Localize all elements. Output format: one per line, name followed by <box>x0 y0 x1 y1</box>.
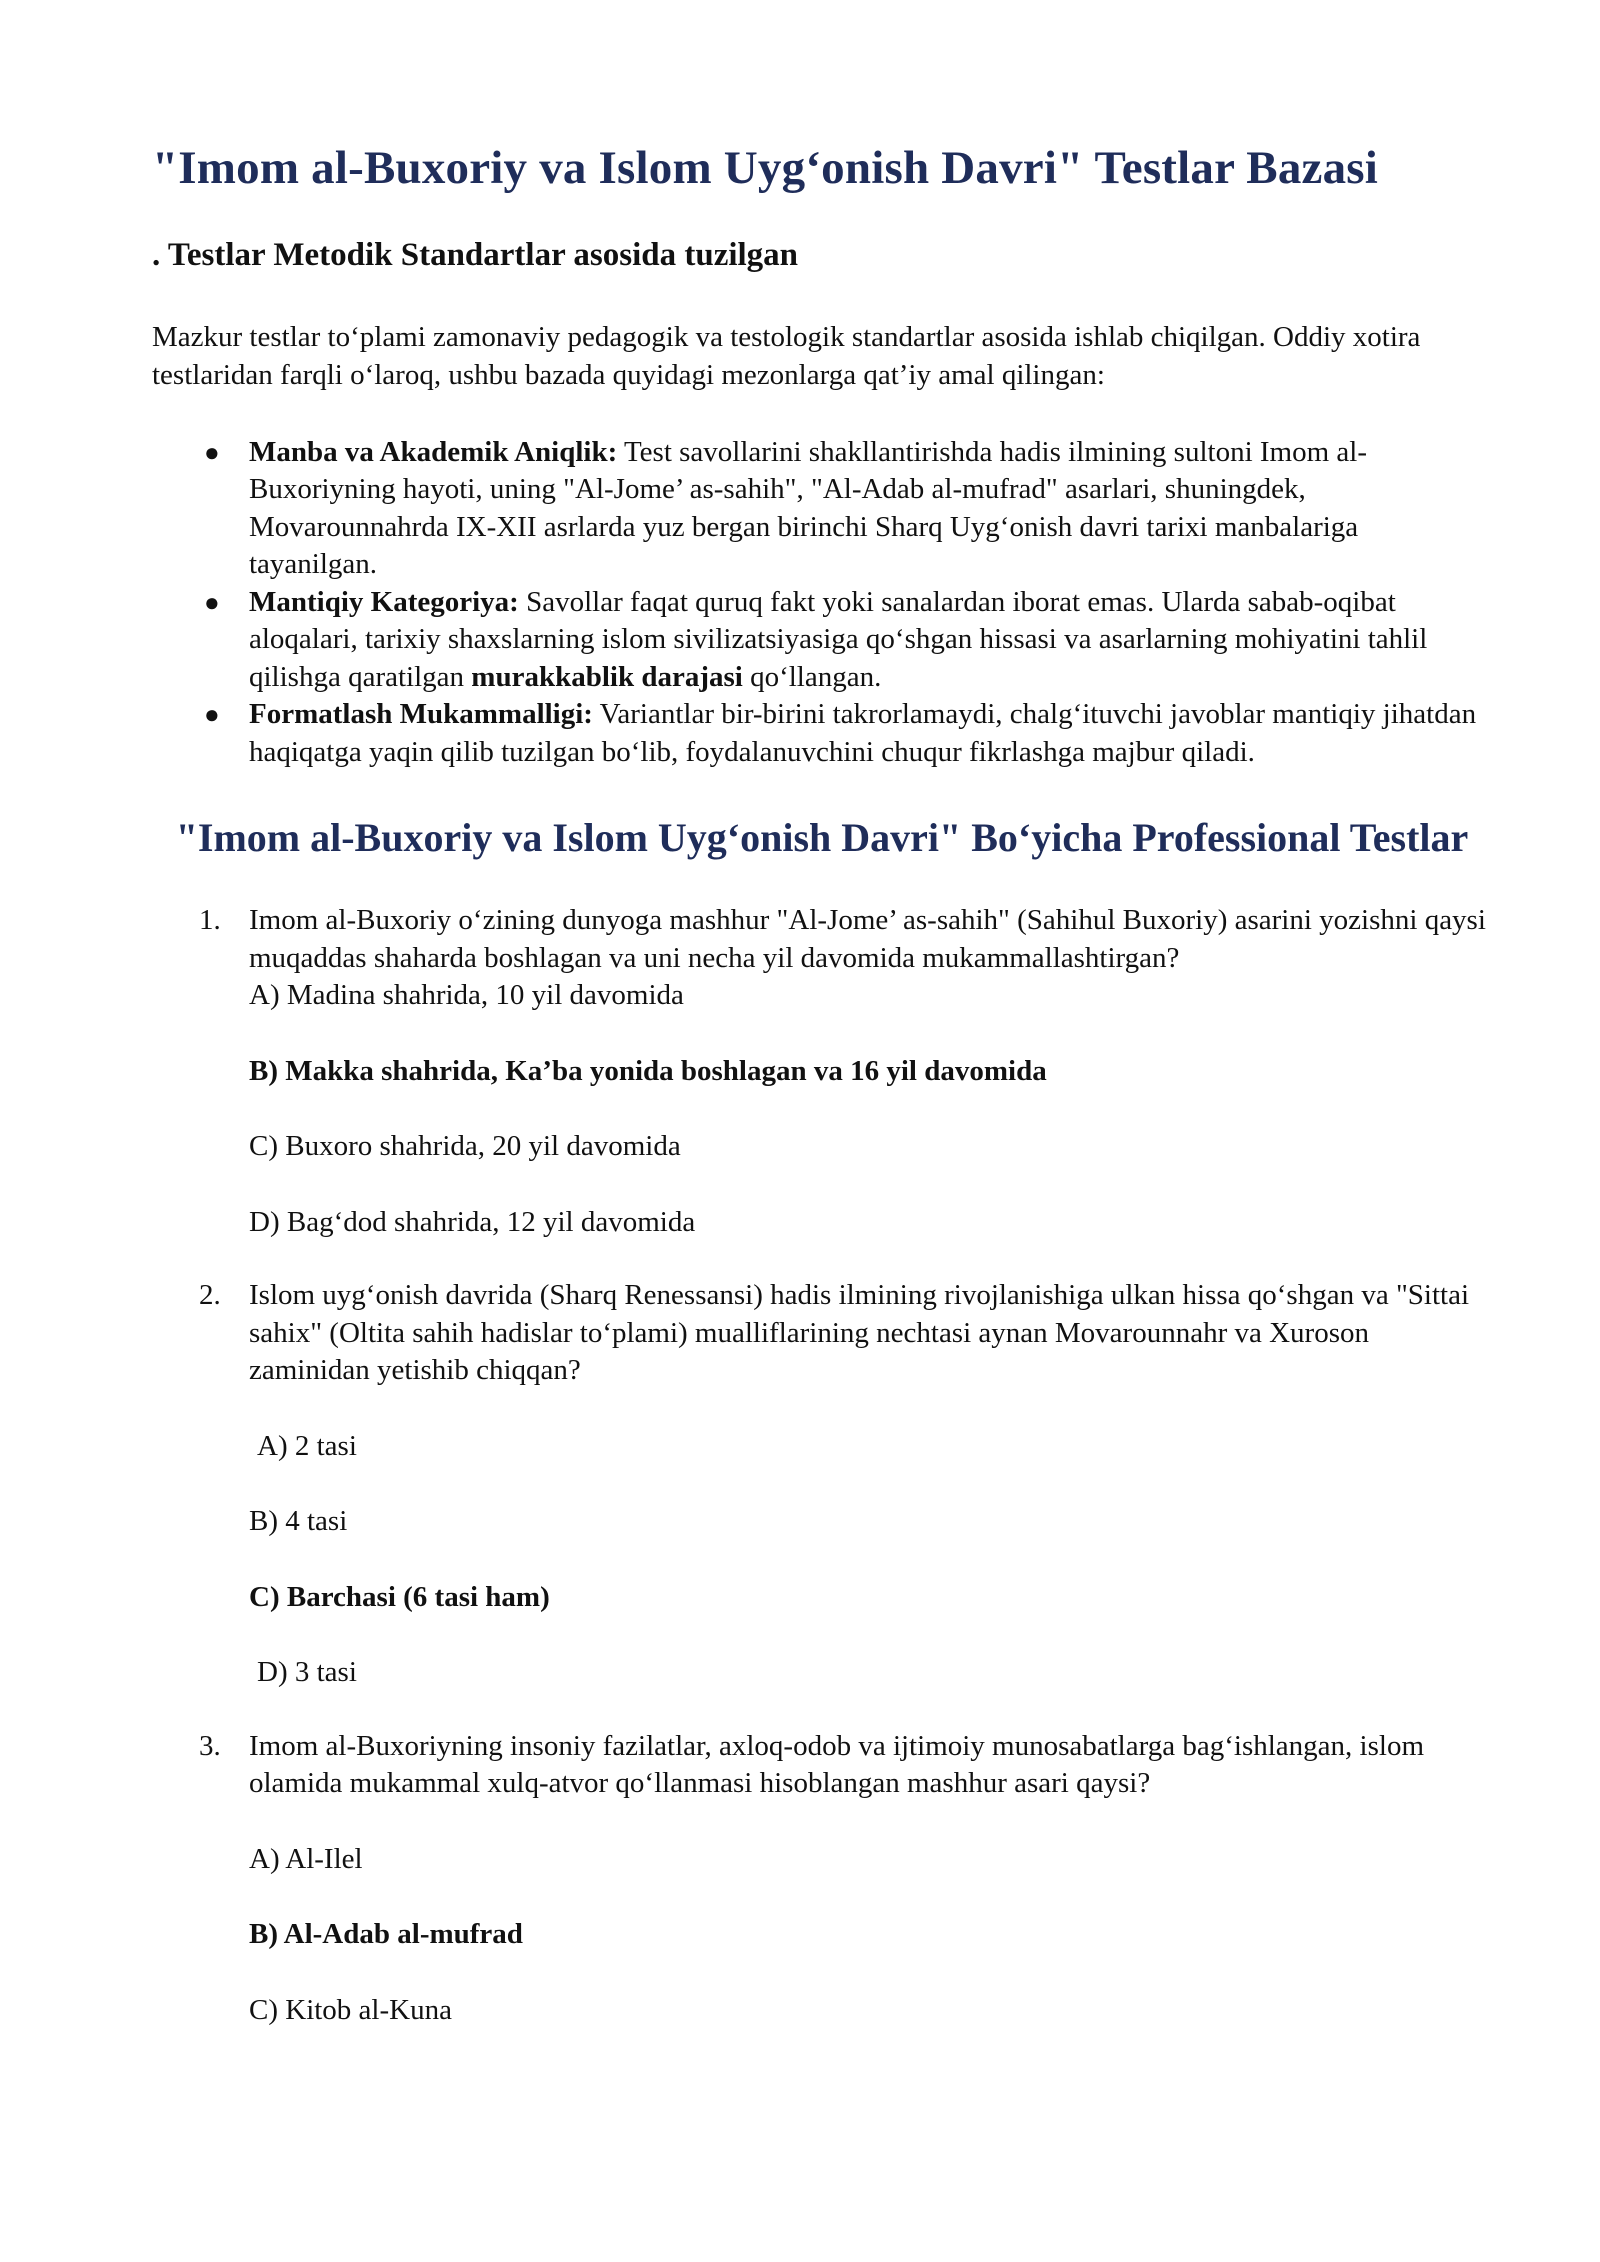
bullet-icon: ● <box>204 437 220 467</box>
option-b: B) 4 tasi <box>249 1505 348 1538</box>
question-text: Islom uyg‘onish davrida (Sharq Renessansi) hadis ilmining rivojlanishiga ulkan hissa qo‘shgan va "Sittai sahix" (Oltita sahih hadislar to‘plami) mualliflarining nechtasi aynan Movarounnahr va Xuroson zaminidan yetishib chiqqan? <box>249 1279 1470 1387</box>
question-number: 1. <box>199 904 221 937</box>
document-subtitle: . Testlar Metodik Standartlar asosida tuzilgan <box>152 237 799 274</box>
criteria-emphasis: murakkablik darajasi <box>471 660 743 693</box>
option-d: D) Bag‘dod shahrida, 12 yil davomida <box>249 1205 696 1238</box>
criteria-text: qo‘llangan. <box>742 660 882 693</box>
option-a: A) Al-Ilel <box>249 1842 363 1875</box>
question-2 <box>152 1277 1492 1692</box>
question-1 <box>152 902 1492 1241</box>
option-b-correct: B) Makka shahrida, Ka’ba yonida boshlagan va 16 yil davomida <box>249 1054 1047 1087</box>
criteria-label: Formatlash Mukammalligi: <box>249 698 593 731</box>
criteria-item-source <box>152 434 1492 584</box>
criteria-text: Savollar faqat quruq fakt yoki sanalardan iborat emas. Ularda sabab-oqibat aloqalari, tarixiy shaxslarning islom sivilizatsiyasiga qo‘shgan hissasi va asarlarning mohiyatini tahlil qilishga qaratilgan <box>249 585 1428 693</box>
criteria-label: Mantiqiy Kategoriya: <box>249 585 519 618</box>
bullet-icon: ● <box>204 700 220 730</box>
criteria-label: Manba va Akademik Aniqlik: <box>249 435 618 468</box>
option-c-correct: C) Barchasi (6 tasi ham) <box>249 1580 550 1613</box>
criteria-item-format <box>152 696 1492 771</box>
question-number: 2. <box>199 1279 221 1312</box>
option-d: D) 3 tasi <box>257 1656 357 1689</box>
option-b-correct: B) Al-Adab al-mufrad <box>249 1918 523 1951</box>
option-c: C) Kitob al-Kuna <box>249 1993 452 2026</box>
bullet-icon: ● <box>204 587 220 617</box>
section-title: "Imom al-Buxoriy va Islom Uyg‘onish Davri" Bo‘yicha Professional Testlar <box>175 815 1469 861</box>
document-page <box>152 140 1492 2065</box>
question-text: Imom al-Buxoriyning insoniy fazilatlar, axloq-odob va ijtimoiy munosabatlarga bag‘ishlangan, islom olamida mukammal xulq-atvor qo‘llanmasi hisoblangan mashhur asari qaysi? <box>249 1729 1424 1800</box>
option-c: C) Buxoro shahrida, 20 yil davomida <box>249 1130 681 1163</box>
criteria-item-logic <box>152 584 1492 697</box>
question-number: 3. <box>199 1729 221 1762</box>
option-a: A) Madina shahrida, 10 yil davomida <box>249 979 684 1012</box>
option-a: A) 2 tasi <box>257 1429 357 1462</box>
criteria-text: Variantlar bir-birini takrorlamaydi, chalg‘ituvchi javoblar mantiqiy jihatdan haqiqatga yaqin qilib tuzilgan bo‘lib, foydalanuvchini chuqur fikrlashga majbur qiladi. <box>249 698 1477 768</box>
question-text: Imom al-Buxoriy o‘zining dunyoga mashhur "Al-Jome’ as-sahih" (Sahihul Buxoriy) asarini yozishni qaysi muqaddas shaharda boshlagan va uni necha yil davomida mukammallashtirgan? <box>249 904 1486 974</box>
criteria-text: Test savollarini shakllantirishda hadis ilmining sultoni Imom al-Buxoriyning hayoti, uning "Al-Jome’ as-sahih", "Al-Adab al-mufrad" asarlari, shuningdek, Movarounnahrda IX-XII asrlarda yuz bergan birinchi Sharq Uyg‘onish davri tarixi manbalariga tayanilgan. <box>249 435 1367 581</box>
questions-list <box>152 902 1492 2029</box>
question-3 <box>152 1728 1492 2030</box>
criteria-list <box>152 434 1492 772</box>
intro-paragraph: Mazkur testlar to‘plami zamonaviy pedagogik va testologik standartlar asosida ishlab chiqilgan. Oddiy xotira testlaridan farqli o‘laroq, ushbu bazada quyidagi mezonlarga qat’iy amal qilingan: <box>152 320 1421 391</box>
document-title: "Imom al-Buxoriy va Islom Uyg‘onish Davri" Testlar Bazasi <box>152 142 1379 194</box>
